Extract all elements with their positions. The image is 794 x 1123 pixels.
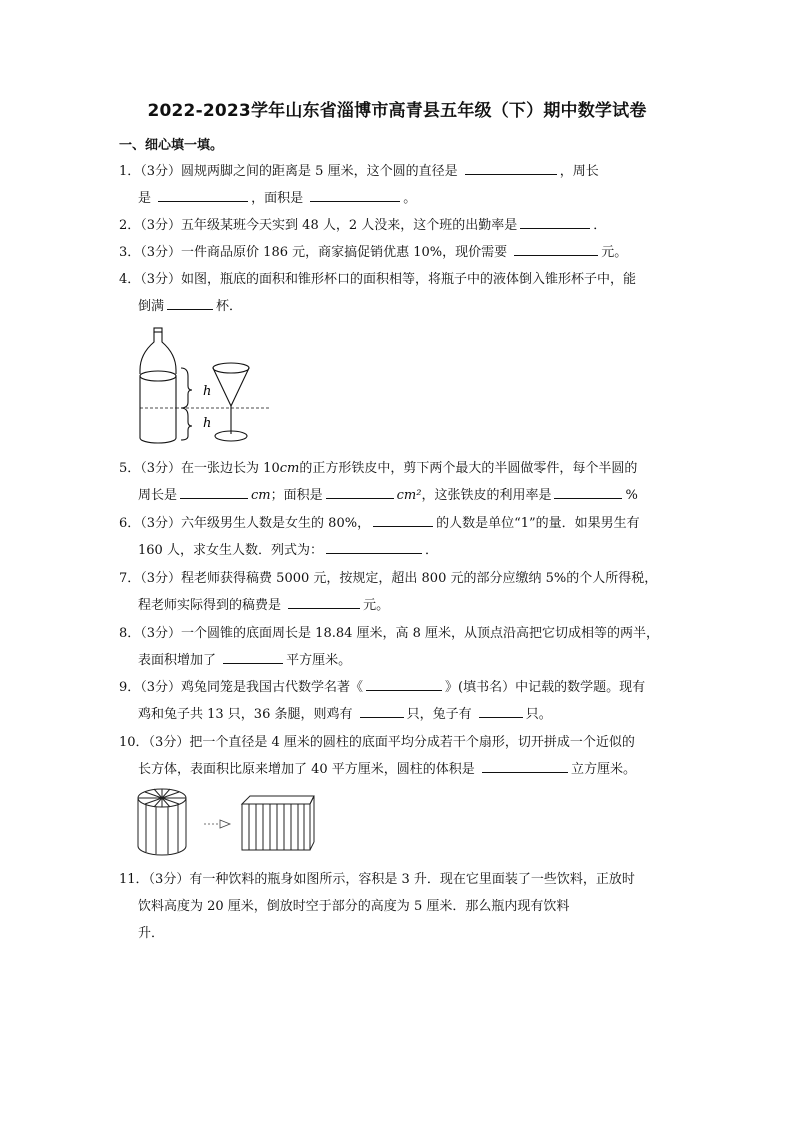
answer-blank[interactable] (366, 676, 442, 691)
question-3: 3．（3分）一件商品原价 186 元，商家搞促销优惠 10%，现价需要 元。 (119, 239, 679, 266)
answer-blank[interactable] (167, 295, 213, 310)
answer-blank[interactable] (326, 539, 422, 554)
section-heading: 一、细心填一填。 (119, 138, 224, 153)
answer-blank[interactable] (465, 160, 557, 175)
answer-blank[interactable] (482, 758, 568, 773)
question-1: 1．（3分）圆规两脚之间的距离是 5 厘米，这个圆的直径是 ，周长 是 ，面积是 。 (119, 158, 679, 212)
height-label-h: h (203, 416, 212, 431)
question-10: 10．（3分）把一个直径是 4 厘米的圆柱的底面平均分成若干个扇形，切开拼成一个近似的 长方体，表面积比原来增加了 40 平方厘米，圆柱的体积是 立方厘米。 (119, 735, 636, 777)
answer-blank[interactable] (288, 594, 360, 609)
question-4: 4．（3分）如图，瓶底的面积和锥形杯口的面积相等，将瓶子中的液体倒入锥形杯子中，能 倒满 杯． (119, 272, 637, 314)
question-11: 11．（3分）有一种饮料的瓶身如图所示，容积是 3 升．现在它里面装了一些饮料，正放时 饮料高度为 20 厘米，倒放时空于部分的高度为 5 厘米．那么瓶内现有饮料 升． (119, 872, 635, 941)
answer-blank[interactable] (310, 187, 400, 202)
answer-blank[interactable] (520, 214, 590, 229)
question-6: 6．（3分）六年级男生人数是女生的 80%， 的人数是单位“1”的量．如果男生有 160 人，求女生人数．列式为： ． (119, 510, 679, 564)
answer-blank[interactable] (514, 241, 598, 256)
question-8: 8．（3分）一个圆锥的底面周长是 18.84 厘米，高 8 厘米，从顶点沿高把它切成相等的两半， 表面积增加了 平方厘米。 (119, 626, 660, 668)
answer-blank[interactable] (180, 484, 248, 499)
bottle-cone-figure (135, 326, 275, 452)
question-7: 7．（3分）程老师获得稿费 5000 元，按规定，超出 800 元的部分应缴纳 5%的个人所得税， 程老师实际得到的稿费是 元。 (119, 571, 658, 613)
answer-blank[interactable] (223, 649, 283, 664)
answer-blank[interactable] (479, 703, 523, 718)
page-title: 2022-2023学年山东省淄博市高青县五年级（下）期中数学试卷 (147, 101, 647, 121)
answer-blank[interactable] (554, 484, 622, 499)
height-label-h: h (203, 384, 212, 399)
answer-blank[interactable] (373, 512, 433, 527)
question-9: 9．（3分）鸡兔同笼是我国古代数学名著《 》(填书名）中记载的数学题。现有 鸡和兔子共 13 只，36 条腿，则鸡有 只，兔子有 只。 (119, 674, 679, 728)
answer-blank[interactable] (158, 187, 248, 202)
answer-blank[interactable] (326, 484, 394, 499)
question-5: 5．（3分）在一张边长为 10cm的正方形铁皮中，剪下两个最大的半圆做零件，每个半圆的 周长是 cm；面积是 cm²，这张铁皮的利用率是 % (119, 461, 638, 503)
question-2: 2．（3分）五年级某班今天实到 48 人，2 人没来，这个班的出勤率是 ． (119, 212, 679, 239)
answer-blank[interactable] (360, 703, 404, 718)
cylinder-to-cuboid-figure (134, 784, 320, 864)
